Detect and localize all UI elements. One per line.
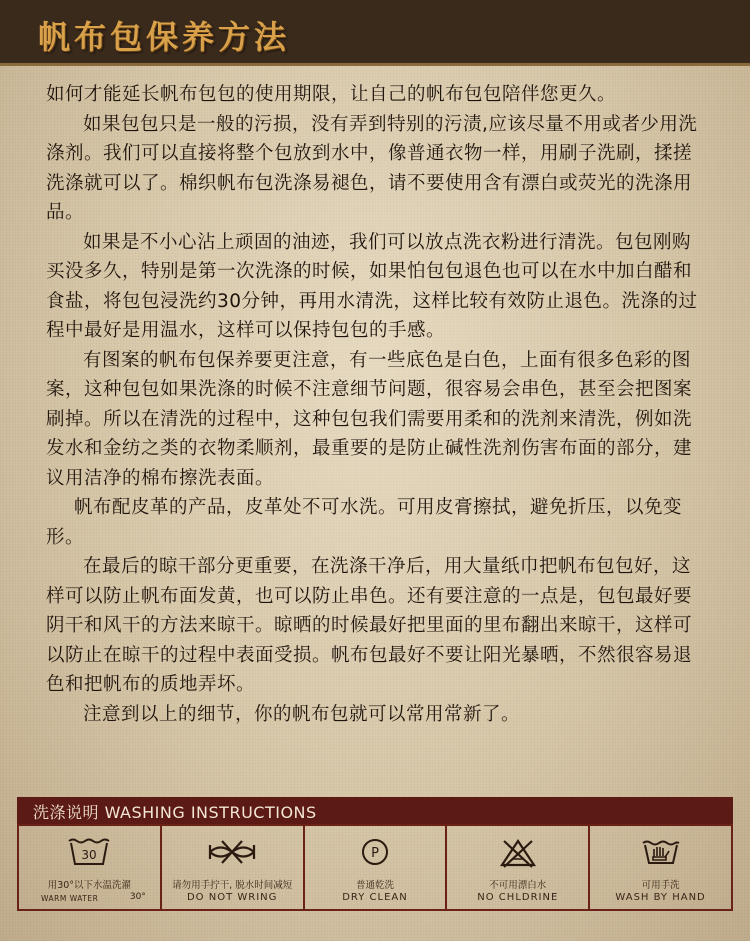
wash-30-box — [17, 824, 162, 911]
no-bleach-en: NO CHLDRINE — [477, 892, 559, 903]
dry-clean-cn: 普通乾洗 — [355, 880, 394, 891]
paragraph-printed-bag: 有图案的帆布包保养要更注意，有一些底色是白色，上面有很多色彩的图案，这种包包如果洗涤的时候不注意细节问题，很容易会串色，甚至会把图案刷掉。所以在清洗的过程中，这种包包我们需要用柔和的洗剂来清洗，例如洗发水和金纺之类的衣物柔顺剂，最重要的是防止碱性洗剂伤害布面的部分，建议用洁净的棉布擦洗表面。 — [46, 349, 693, 489]
do-not-wring-en: DO NOT WRING — [186, 892, 278, 903]
no-bleach-cn: 不可用漂白水 — [489, 880, 547, 891]
dry-clean-letter: P — [371, 846, 379, 861]
paragraph-leather: 帆布配皮革的产品，皮革处不可水洗。可用皮膏擦拭，避免折压，以免变形。 — [46, 497, 683, 548]
care-instructions-text — [46, 80, 706, 729]
dry-clean-box — [303, 824, 448, 911]
paragraph-light-stain: 如果包包只是一般的污损，没有弄到特别的污渍,应该尽量不用或者少用洗涤剂。我们可以直接将整个包放到水中，像普通衣物一样，用刷子洗刷，揉搓洗涤就可以了。棉织帆布包洗涤易褪色，请不要使用含有漂白或荧光的洗涤用品。 — [46, 113, 698, 223]
do-not-wring-box — [160, 824, 305, 911]
no-bleach-icon — [498, 837, 538, 869]
hand-wash-box — [588, 824, 733, 911]
wash-30-icon-number: 30 — [81, 848, 98, 862]
washing-instructions-title: 洗涤说明 WASHING INSTRUCTIONS — [33, 803, 317, 822]
wash-30-icon — [67, 837, 111, 867]
paragraph-drying: 在最后的晾干部分更重要，在洗涤干净后，用大量纸巾把帆布包包好，这样可以防止帆布面发黄，也可以防止串色。还有要注意的一点是，包包最好要阴干和风干的方法来晾干。晾晒的时候最好把里面的里布翻出来晾干，这样可以防止在晾干的过程中表面受损。帆布包最好不要让阳光暴晒，不然很容易退色和把帆布的质地弄坏。 — [46, 556, 693, 695]
hand-wash-icon — [641, 837, 681, 867]
dry-clean-en: DRY CLEAN — [342, 892, 408, 903]
do-not-wring-icon — [206, 837, 258, 867]
washing-icons-row — [17, 824, 733, 911]
wash-30-en: WARM WATER — [41, 894, 99, 903]
page-title: 帆布包保养方法 — [38, 18, 291, 56]
paragraph-oil-stain: 如果是不小心沾上顽固的油迹，我们可以放点洗衣粉进行清洗。包包刚购买没多久，特别是第一次洗涤的时候，如果怕包包退色也可以在水中加白醋和食盐，将包包浸洗约30分钟，再用水清洗，这样比较有效防止退色。洗涤的过程中最好是用温水，这样可以保持包包的手感。 — [46, 231, 698, 341]
washing-instructions-bar — [17, 797, 733, 824]
wash-30-temp: 30° — [129, 892, 146, 902]
dry-clean-p-icon — [360, 837, 390, 867]
no-bleach-box — [445, 824, 590, 911]
header-bar — [0, 0, 750, 66]
paragraph-conclusion: 注意到以上的细节，你的帆布包就可以常用常新了。 — [83, 703, 521, 725]
intro-paragraph: 如何才能延长帆布包包的使用期限，让自己的帆布包包陪伴您更久。 — [46, 84, 617, 105]
hand-wash-en: WASH BY HAND — [615, 892, 706, 903]
hand-wash-cn: 可用手洗 — [641, 880, 680, 891]
do-not-wring-cn: 请勿用手拧干, 脱水时间减短 — [172, 880, 293, 891]
wash-30-cn: 用30°以下水温洗濯 — [47, 880, 132, 891]
